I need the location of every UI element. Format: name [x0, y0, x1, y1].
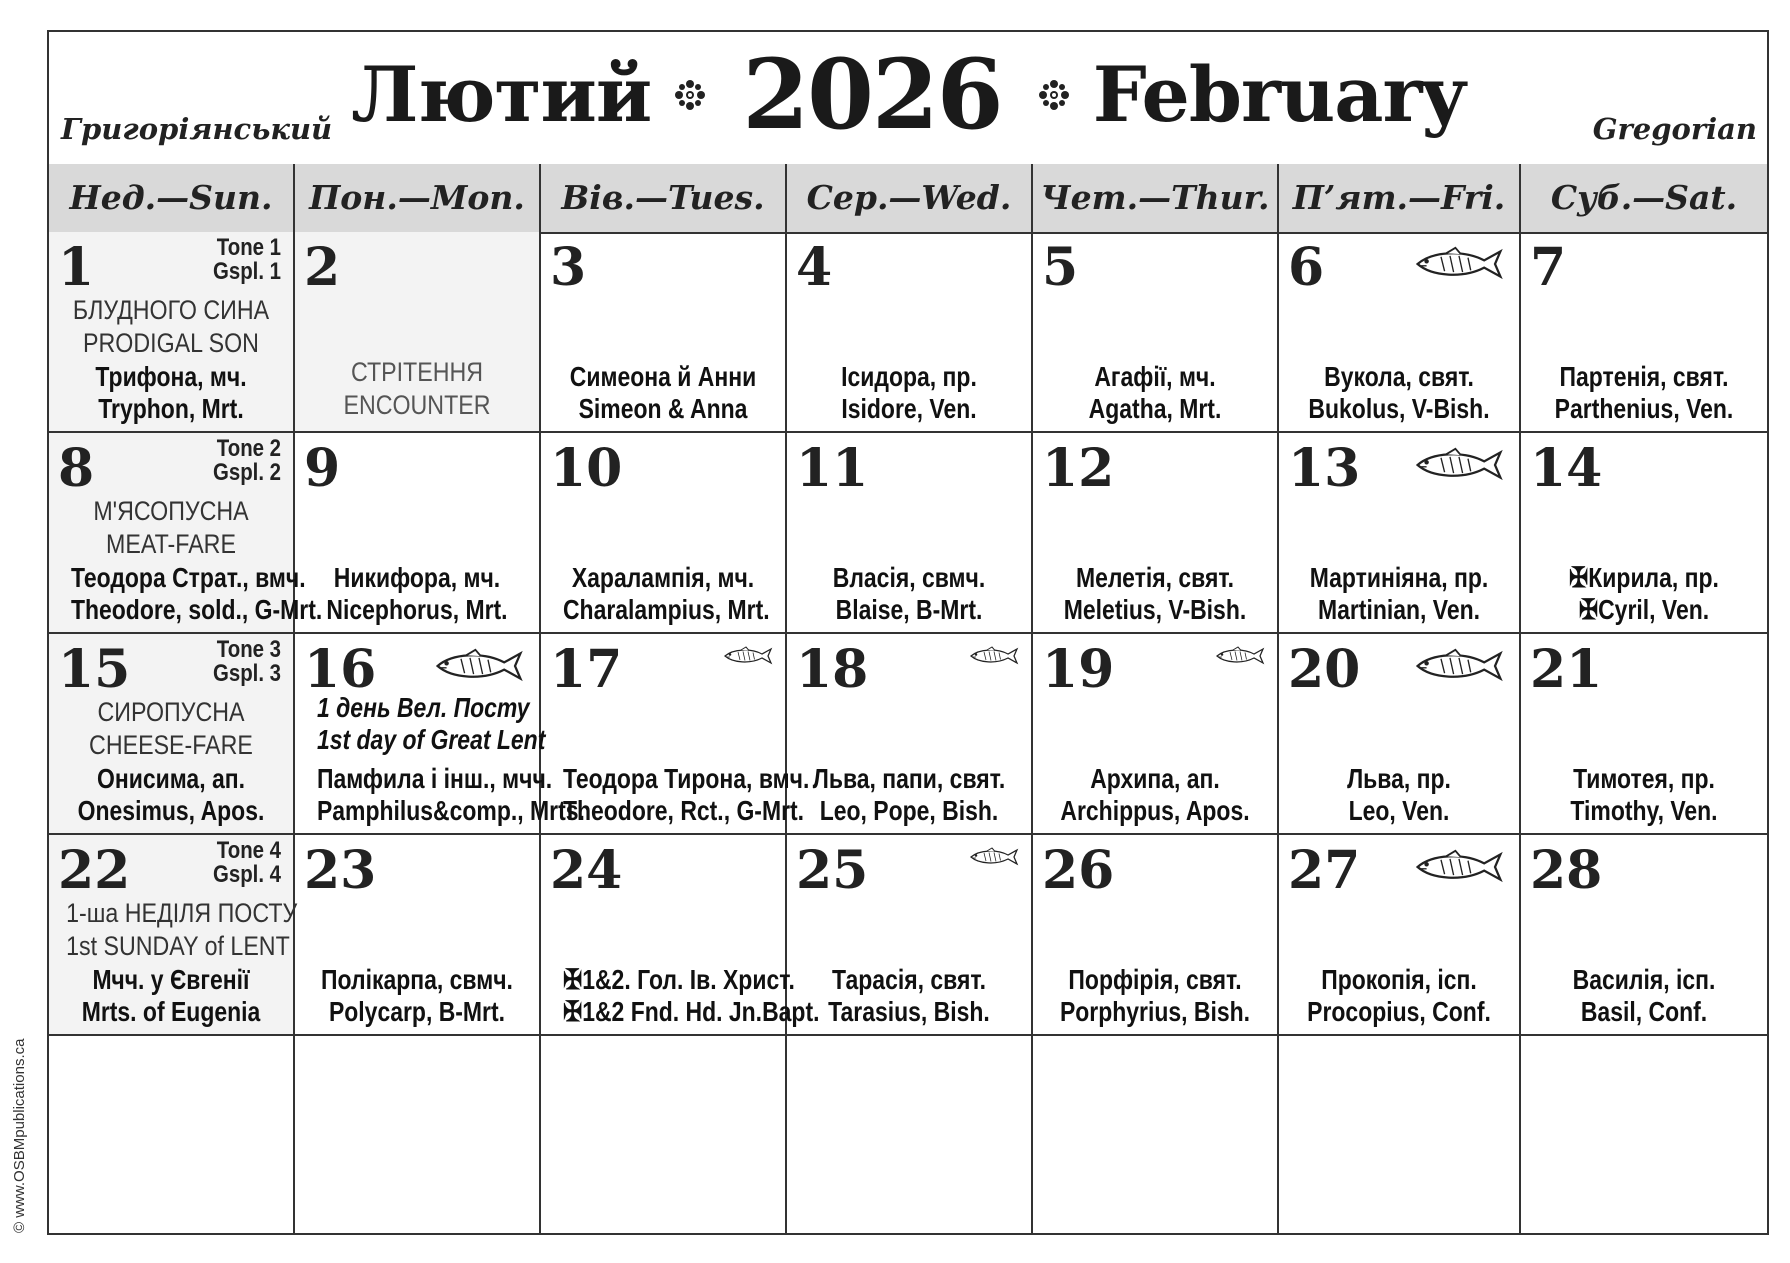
day-cell: [1033, 433, 1279, 632]
day-cell: [541, 232, 787, 431]
saint-uk: Агафії, мч.: [1094, 361, 1216, 392]
saint-en: Tarasius, Bish.: [828, 996, 990, 1027]
fish-icon-small: [1215, 644, 1265, 668]
day-cell: [49, 835, 298, 1034]
day-cell: [1279, 433, 1521, 632]
day-number: 14: [1530, 438, 1603, 499]
saint-commemoration: [1543, 361, 1745, 425]
day-cell: [787, 433, 1033, 632]
saint-en: Pamphilus&comp., Mrts.: [316, 795, 585, 826]
day-cell: [295, 232, 541, 431]
day-number: 25: [796, 840, 869, 901]
sunday-name-uk: 1-ша НЕДІЛЯ ПОСТУ: [66, 898, 298, 928]
saint-commemoration: [809, 964, 1009, 1028]
calendar-sheet: [47, 30, 1769, 1235]
weekday-header-cell: Сер.—Wed.: [787, 164, 1033, 232]
sunday-name-en: PRODIGAL SON: [83, 328, 259, 358]
day-number: 20: [1288, 639, 1361, 700]
feast-name-en: ENCOUNTER: [343, 390, 491, 420]
sunday-name: [66, 495, 276, 561]
fish-icon-small: [969, 845, 1019, 869]
day-number: 2: [304, 237, 341, 298]
saint-commemoration: [562, 562, 770, 626]
year: 2026: [742, 38, 1002, 151]
weekday-header-cell: Пон.—Mon.: [295, 164, 541, 232]
saint-uk: Полікарпа, свмч.: [321, 964, 513, 995]
day-number: 7: [1530, 237, 1567, 298]
saint-en: Leo, Pope, Bish.: [819, 795, 999, 826]
empty-day-cell: [1279, 1036, 1521, 1235]
day-number: 12: [1042, 438, 1115, 499]
saint-uk: Власія, свмч.: [832, 562, 986, 593]
day-cell: [787, 835, 1033, 1034]
day-number: 3: [550, 237, 587, 298]
saint-en: Theodore, Rct., G-Mrt.: [562, 795, 805, 826]
saint-uk: Тимотея, пр.: [1573, 763, 1715, 794]
day-cell: [49, 232, 295, 431]
saint-en: Onesimus, Apos.: [77, 795, 265, 826]
day-cell: [787, 232, 1033, 431]
day-number: 18: [796, 639, 869, 700]
day-number: 4: [796, 237, 833, 298]
calendar-week-row: [49, 634, 1767, 835]
saint-uk: Порфірія, свят.: [1068, 964, 1242, 995]
day-cell: [295, 835, 541, 1034]
tone-gospel-label: [213, 236, 281, 284]
saint-en: Timothy, Ven.: [1570, 795, 1718, 826]
weekday-header: [49, 164, 1767, 234]
saint-en: Porphyrius, Bish.: [1059, 996, 1251, 1027]
saint-commemoration: [316, 763, 585, 827]
saint-commemoration: [71, 964, 271, 1028]
day-cell: [1521, 232, 1767, 431]
day-number: 8: [58, 438, 95, 499]
empty-day-cell: [49, 1036, 295, 1235]
month-name-en: February: [1092, 50, 1465, 139]
sunday-name: [66, 897, 298, 963]
day-cell: [541, 433, 787, 632]
saint-en: ✠1&2 Fnd. Hd. Jn.Bapt.: [562, 996, 820, 1027]
saint-en: Polycarp, B-Mrt.: [328, 996, 506, 1027]
gospel-label: Gspl. 4: [212, 861, 281, 888]
saint-uk: Тарасія, свят.: [832, 964, 986, 995]
tone-label: Tone 3: [216, 636, 281, 663]
sunday-name-uk: М'ЯСОПУСНА: [93, 496, 249, 526]
feast-name: [312, 356, 522, 422]
saint-uk: Трифона, мч.: [95, 361, 247, 392]
saint-commemoration: [71, 361, 271, 425]
fish-icon-small: [723, 644, 773, 668]
day-number: 15: [58, 639, 131, 700]
day-number: 23: [304, 840, 377, 901]
empty-day-cell: [541, 1036, 787, 1235]
day-number: 6: [1288, 237, 1325, 298]
day-cell: [1279, 232, 1521, 431]
saint-en: Leo, Ven.: [1348, 795, 1450, 826]
saint-en: Mrts. of Eugenia: [81, 996, 261, 1027]
day-cell: [1033, 232, 1279, 431]
tone-label: Tone 4: [216, 837, 281, 864]
weekday-header-cell: Суб.—Sat.: [1550, 178, 1738, 217]
saint-uk: Теодора Тирона, вмч.: [562, 763, 810, 794]
sunday-name-en: CHEESE-FARE: [89, 730, 253, 760]
calendar-grid: [49, 232, 1767, 1235]
saint-commemoration: [562, 964, 820, 1028]
saint-commemoration: [317, 562, 517, 626]
sunday-name: [66, 696, 276, 762]
calendar-type-en: Gregorian: [1592, 112, 1757, 146]
day-number: 21: [1530, 639, 1603, 700]
day-cell: [49, 634, 295, 833]
saint-uk: ✠Кирила, пр.: [1569, 562, 1719, 593]
saint-commemoration: [562, 763, 810, 827]
sunday-name: [66, 294, 276, 360]
sunday-name-uk: БЛУДНОГО СИНА: [72, 295, 270, 325]
saint-en: Charalampius, Mrt.: [562, 594, 770, 625]
day-cell: [541, 634, 810, 833]
saint-commemoration: [1301, 964, 1498, 1028]
saint-en: Basil, Conf.: [1580, 996, 1708, 1027]
day-number: 27: [1288, 840, 1361, 901]
saint-en: Agatha, Mrt.: [1088, 393, 1222, 424]
saint-en: Martinian, Ven.: [1317, 594, 1481, 625]
day-cell: [1521, 634, 1767, 833]
fish-icon-large: [1413, 447, 1505, 483]
lent-note: [316, 692, 546, 756]
saint-en: Bukolus, V-Bish.: [1308, 393, 1490, 424]
day-cell: [787, 634, 1033, 833]
saint-uk: Вукола, свят.: [1324, 361, 1474, 392]
saint-uk: Мчч. у Євгенії: [92, 964, 250, 995]
empty-day-cell: [787, 1036, 1033, 1235]
tone-gospel-label: [213, 437, 281, 485]
day-number: 11: [796, 438, 869, 499]
saint-uk: Теодора Страт., вмч.: [70, 562, 306, 593]
saint-commemoration: [1543, 763, 1745, 827]
saint-uk: Архипа, ап.: [1090, 763, 1220, 794]
fish-icon-large: [1413, 849, 1505, 885]
saint-commemoration: [1055, 562, 1255, 626]
saint-en: ✠Cyril, Ven.: [1578, 594, 1710, 625]
saint-commemoration: [809, 361, 1009, 425]
saint-commemoration: [1543, 964, 1745, 1028]
day-cell: [49, 433, 323, 632]
calendar-week-row: [49, 835, 1767, 1036]
ornament-icon: [1037, 78, 1071, 112]
day-cell: [1279, 634, 1521, 833]
saint-uk: Памфила і інш., мчч.: [316, 763, 553, 794]
saint-uk: ✠1&2. Гол. Ів. Христ.: [562, 964, 795, 995]
day-number: 16: [304, 639, 377, 700]
day-number: 28: [1530, 840, 1603, 901]
saint-commemoration: [1301, 562, 1498, 626]
calendar-week-row: [49, 1036, 1767, 1235]
day-number: 26: [1042, 840, 1115, 901]
gospel-label: Gspl. 2: [212, 459, 281, 486]
tone-label: Tone 2: [216, 435, 281, 462]
title-row: [49, 32, 1767, 166]
empty-day-cell: [1033, 1036, 1279, 1235]
saint-uk: Симеона й Анни: [569, 361, 757, 392]
weekday-header-cell: Нед.—Sun.: [49, 164, 295, 232]
saint-commemoration: [1301, 361, 1498, 425]
saint-en: Blaise, B-Mrt.: [835, 594, 983, 625]
gospel-label: Gspl. 1: [212, 258, 281, 285]
fish-icon-small: [969, 644, 1019, 668]
saint-uk: Онисима, ап.: [97, 763, 245, 794]
page-title: [49, 38, 1767, 151]
day-cell: [295, 433, 541, 632]
tone-label: Tone 1: [216, 234, 281, 261]
empty-day-cell: [295, 1036, 541, 1235]
saint-uk: Партенія, свят.: [1559, 361, 1729, 392]
lent-note-en: 1st day of Great Lent: [316, 724, 546, 755]
month-name-uk: Лютий: [351, 50, 652, 139]
saint-commemoration: [1055, 964, 1255, 1028]
day-cell: [1033, 634, 1279, 833]
day-number: 9: [304, 438, 341, 499]
weekday-header-cell: Чет.—Thur.: [1033, 164, 1279, 232]
calendar-week-row: [49, 433, 1767, 634]
day-number: 17: [550, 639, 623, 700]
saint-uk: Ісидора, пр.: [841, 361, 977, 392]
sunday-name-en: 1st SUNDAY of LENT: [66, 931, 290, 961]
saint-uk: Харалампія, мч.: [571, 562, 755, 593]
weekday-header-cell: Вів.—Tues.: [541, 164, 787, 232]
fish-icon-large: [1413, 648, 1505, 684]
saint-commemoration: [809, 562, 1009, 626]
saint-en: Tryphon, Mrt.: [98, 393, 244, 424]
copyright-notice: © www.OSBMpublications.ca: [11, 1038, 28, 1233]
fish-icon-large: [1413, 246, 1505, 282]
sunday-name-uk: СИРОПУСНА: [97, 697, 245, 727]
day-cell: [1033, 835, 1279, 1034]
saint-commemoration: [317, 964, 517, 1028]
saint-en: Parthenius, Ven.: [1554, 393, 1734, 424]
empty-day-cell: [1521, 1036, 1767, 1235]
day-cell: [1521, 433, 1767, 632]
calendar-week-row: [49, 232, 1767, 433]
saint-en: Procopius, Conf.: [1307, 996, 1491, 1027]
weekday-header-cell: П’ят.—Fri.: [1279, 164, 1521, 232]
calendar-type-uk: Григоріянський: [61, 112, 333, 146]
saint-en: Theodore, sold., G-Mrt.: [70, 594, 323, 625]
saint-uk: Мартиніяна, пр.: [1309, 562, 1489, 593]
day-number: 5: [1042, 237, 1079, 298]
saint-en: Simeon & Anna: [578, 393, 748, 424]
feast-name-uk: СТРІТЕННЯ: [350, 357, 484, 387]
fish-icon-large: [433, 648, 525, 684]
gospel-label: Gspl. 3: [212, 660, 281, 687]
saint-uk: Прокопія, ісп.: [1321, 964, 1477, 995]
day-number: 22: [58, 840, 131, 901]
day-cell: [1521, 835, 1767, 1034]
saint-en: Meletius, V-Bish.: [1063, 594, 1247, 625]
ornament-icon: [673, 78, 707, 112]
saint-uk: Мелетія, свят.: [1075, 562, 1235, 593]
saint-commemoration: [1055, 763, 1255, 827]
saint-en: Archippus, Apos.: [1060, 795, 1250, 826]
saint-commemoration: [563, 361, 763, 425]
saint-en: Isidore, Ven.: [841, 393, 977, 424]
tone-gospel-label: [213, 638, 281, 686]
saint-uk: Василія, ісп.: [1572, 964, 1716, 995]
day-number: 1: [58, 237, 95, 298]
saint-commemoration: [70, 562, 323, 626]
saint-en: Nicephorus, Mrt.: [326, 594, 508, 625]
tone-gospel-label: [213, 839, 281, 887]
day-cell: [541, 835, 820, 1034]
day-number: 24: [550, 840, 623, 901]
saint-uk: Льва, пр.: [1347, 763, 1451, 794]
saint-commemoration: [71, 763, 271, 827]
day-number: 10: [550, 438, 623, 499]
day-number: 13: [1288, 438, 1361, 499]
saint-commemoration: [809, 763, 1009, 827]
saint-commemoration: [1055, 361, 1255, 425]
day-cell: [295, 634, 585, 833]
saint-commemoration: [1543, 562, 1745, 626]
saint-uk: Льва, папи, свят.: [812, 763, 1006, 794]
lent-note-uk: 1 день Вел. Посту: [316, 692, 530, 723]
sunday-name-en: MEAT-FARE: [106, 529, 236, 559]
saint-commemoration: [1301, 763, 1498, 827]
day-number: 19: [1042, 639, 1115, 700]
day-cell: [1279, 835, 1521, 1034]
saint-uk: Никифора, мч.: [333, 562, 501, 593]
